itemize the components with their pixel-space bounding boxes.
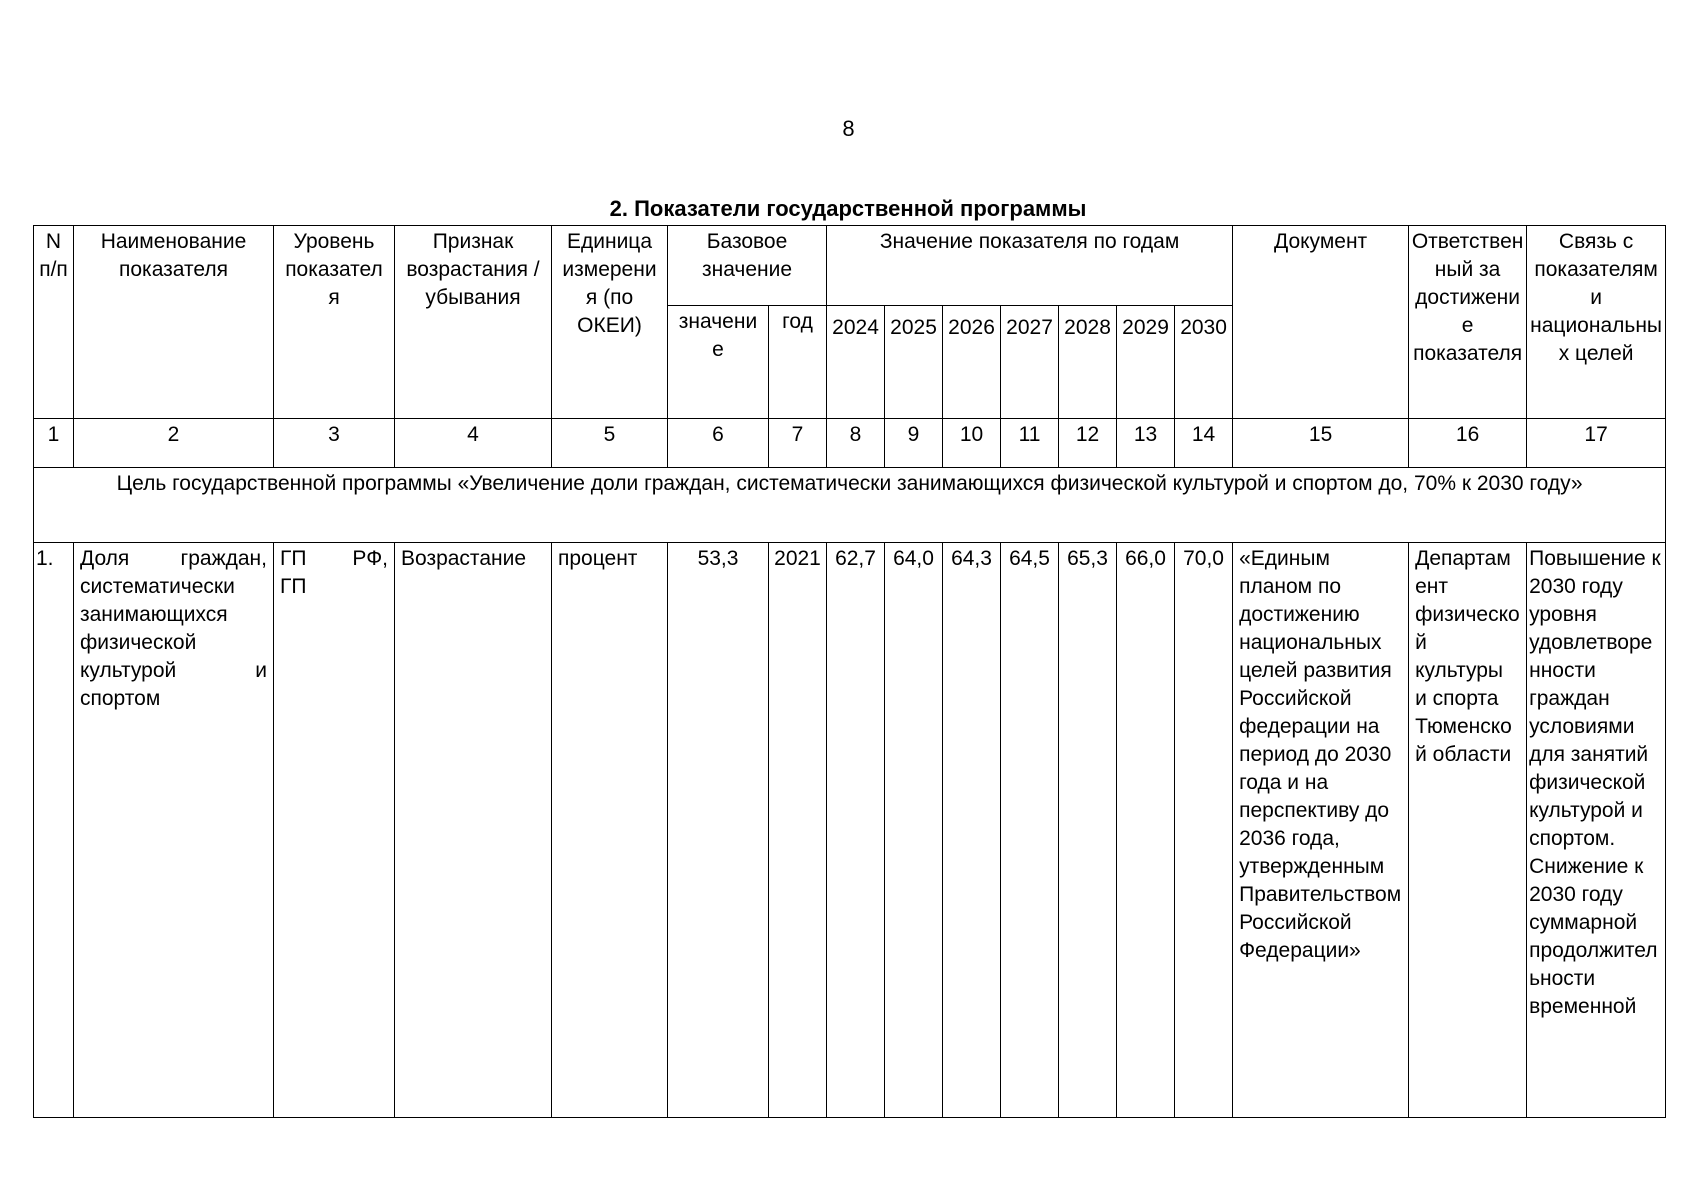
indicators-table bbox=[33, 225, 1666, 1118]
header-trend: Признак возрастания / убывания bbox=[395, 226, 552, 419]
column-number: 10 bbox=[943, 419, 1001, 468]
column-number: 6 bbox=[668, 419, 769, 468]
column-number: 4 bbox=[395, 419, 552, 468]
header-base-year: год bbox=[769, 306, 827, 419]
header-year: 2024 bbox=[827, 306, 885, 419]
column-number: 3 bbox=[274, 419, 395, 468]
year-value: 64,3 bbox=[943, 543, 1001, 1118]
indicator-document: «Единым планом по достижению национальных целей развития Российской федерации на период до 2030 года и на перспективу до 2036 года, утвержденным Правительством Российской Федерации» bbox=[1233, 543, 1409, 1118]
indicator-level bbox=[274, 543, 395, 1118]
header-year: 2026 bbox=[943, 306, 1001, 419]
year-value: 64,5 bbox=[1001, 543, 1059, 1118]
header-document: Документ bbox=[1233, 226, 1409, 419]
row-number: 1. bbox=[34, 543, 74, 1118]
indicator-name: Доля граждан, систематически занимающихся физической культурой и спортом bbox=[74, 543, 274, 1118]
base-year: 2021 bbox=[769, 543, 827, 1118]
header-base-group: Базовое значение bbox=[668, 226, 827, 306]
header-link: Связь с показателями национальных целей bbox=[1527, 226, 1666, 419]
base-value: 53,3 bbox=[668, 543, 769, 1118]
header-years-group: Значение показателя по годам bbox=[827, 226, 1233, 306]
level-line-1: ГП РФ, bbox=[280, 547, 388, 570]
year-value: 62,7 bbox=[827, 543, 885, 1118]
year-value: 65,3 bbox=[1059, 543, 1117, 1118]
column-number: 1 bbox=[34, 419, 74, 468]
column-number: 11 bbox=[1001, 419, 1059, 468]
header-num: N п/п bbox=[34, 226, 74, 419]
page-number: 8 bbox=[842, 116, 855, 141]
program-goal: Цель государственной программы «Увеличение доли граждан, систематически занимающихся физической культурой и спортом до, 70% к 2030 году» bbox=[34, 468, 1666, 543]
header-year: 2028 bbox=[1059, 306, 1117, 419]
column-number: 13 bbox=[1117, 419, 1175, 468]
table-title: 2. Показатели государственной программы bbox=[609, 196, 1087, 221]
goal-row bbox=[34, 468, 1666, 543]
header-year: 2029 bbox=[1117, 306, 1175, 419]
indicator-responsible: Департамент физической культуры и спорта Тюменской области bbox=[1409, 543, 1527, 1118]
year-value: 70,0 bbox=[1175, 543, 1233, 1118]
column-number: 15 bbox=[1233, 419, 1409, 468]
year-value: 64,0 bbox=[885, 543, 943, 1118]
national-goals-link: Повышение к 2030 году уровня удовлетворенности граждан условиями для занятий физической культурой и спортом. Снижение к 2030 году суммарной продолжительности временной bbox=[1527, 543, 1666, 1118]
header-base-value: значение bbox=[668, 306, 769, 419]
header-name: Наименование показателя bbox=[74, 226, 274, 419]
column-number: 5 bbox=[552, 419, 668, 468]
column-number: 2 bbox=[74, 419, 274, 468]
table-row bbox=[34, 543, 1666, 1118]
column-number: 12 bbox=[1059, 419, 1117, 468]
header-unit: Единица измерения (по ОКЕИ) bbox=[552, 226, 668, 419]
column-number: 9 bbox=[885, 419, 943, 468]
year-value: 66,0 bbox=[1117, 543, 1175, 1118]
indicator-unit: процент bbox=[552, 543, 668, 1118]
header-year: 2027 bbox=[1001, 306, 1059, 419]
indicator-trend: Возрастание bbox=[395, 543, 552, 1118]
header-row-1 bbox=[34, 226, 1666, 306]
column-number: 16 bbox=[1409, 419, 1527, 468]
column-numbers-row bbox=[34, 419, 1666, 468]
column-number: 14 bbox=[1175, 419, 1233, 468]
header-year: 2025 bbox=[885, 306, 943, 419]
column-number: 7 bbox=[769, 419, 827, 468]
level-line-2: ГП bbox=[280, 575, 307, 598]
header-level: Уровень показателя bbox=[274, 226, 395, 419]
column-number: 8 bbox=[827, 419, 885, 468]
header-responsible: Ответственный за достижение показателя bbox=[1409, 226, 1527, 419]
header-year: 2030 bbox=[1175, 306, 1233, 419]
column-number: 17 bbox=[1527, 419, 1666, 468]
